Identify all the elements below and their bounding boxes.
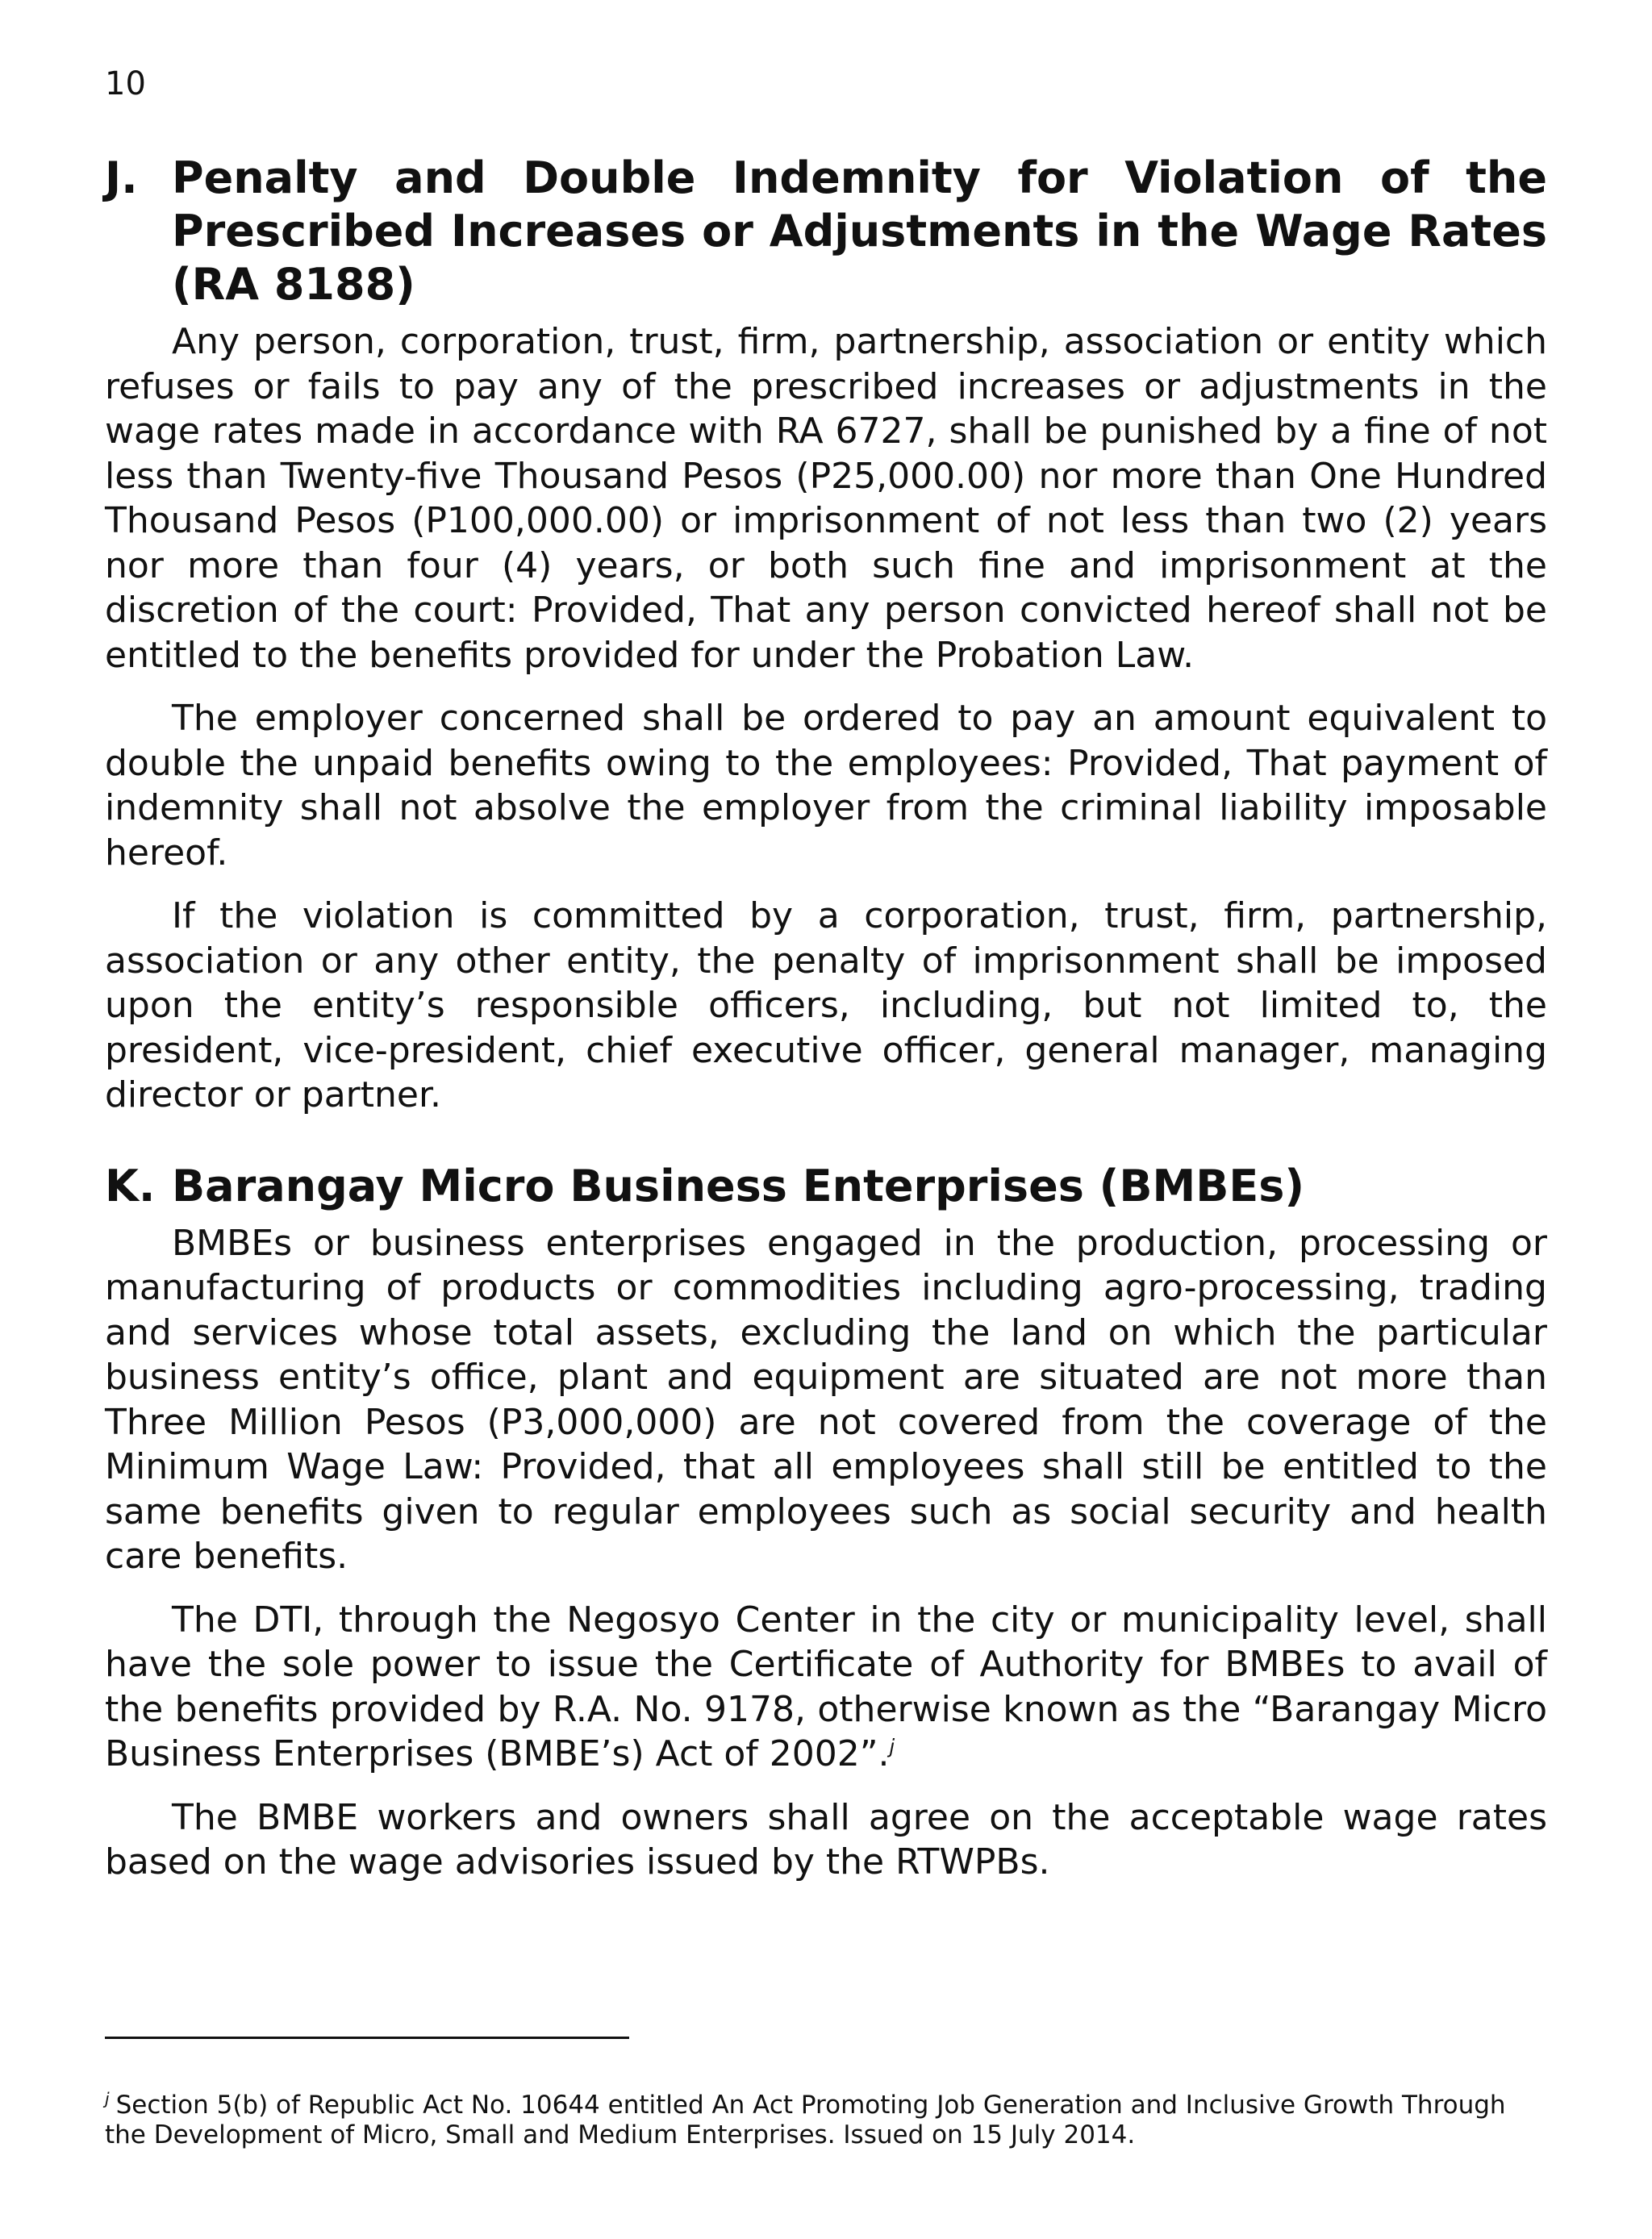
paragraph: The BMBE workers and owners shall agree on the acceptable wage rates based on the wage advisories issued by the RTWPBs. [105,1796,1547,1883]
footnote-mark: j [105,2088,110,2108]
section-title: Barangay Micro Business Enterprises (BMBEs) [172,1160,1305,1211]
section-heading-k [105,1160,1547,1213]
section-heading-j [105,152,1547,311]
paragraph: BMBEs or business enterprises engaged in the production, processing or manufacturing of products or commodities including agro-processing, trading and services whose total assets, excluding the land on which the particular business entity’s office, plant and equipment are situated are not more than Three Million Pesos (P3,000,000) are not covered from the coverage of the Minimum Wage Law: Provided, that all employees shall still be entitled to the same benefits given to regular employees such as social security and health care benefits. [105,1222,1547,1577]
page-number: 10 [105,65,146,102]
paragraph-with-footnote [105,1598,1547,1777]
paragraph: Any person, corporation, trust, firm, partnership, association or entity which refuses or fails to pay any of the prescribed increases or adjustments in the wage rates made in accordance with RA 6727, shall be punished by a fine of not less than Twenty-five Thousand Pesos (P25,000.00) nor more than One Hundred Thousand Pesos (P100,000.00) or imprisonment of not less than two (2) years nor more than four (4) years, or both such fine and imprisonment at the discretion of the court: Provided, That any person convicted hereof shall not be entitled to the benefits provided for under the Probation Law. [105,321,1547,676]
paragraph: If the violation is committed by a corporation, trust, firm, partnership, association or any other entity, the penalty of imprisonment shall be imposed upon the entity’s responsible officers, including, but not limited to, the president, vice-president, chief executive officer, general manager, managing director or partner. [105,895,1547,1115]
section-letter: K. [105,1160,156,1211]
document-body [105,152,1547,1885]
footnote-reference[interactable]: j [889,1735,895,1758]
paragraph-text: The DTI, through the Negosyo Center in the city or municipality level, shall have the sole power to issue the Certificate of Authority for BMBEs to avail of the benefits provided by R.A. No. 9178, otherwise known as the “Barangay Micro Business Enterprises (BMBE’s) Act of 2002”. [105,1599,1547,1774]
paragraph: The employer concerned shall be ordered to pay an amount equivalent to double the unpaid benefits owing to the employees: Provided, That payment of indemnity shall not absolve the employer from the criminal liability imposable hereof. [105,698,1547,874]
footnote [105,2088,1547,2150]
footnote-separator [105,2037,629,2039]
section-title: Penalty and Double Indemnity for Violation of the Prescribed Increases or Adjustments in the Wage Rates (RA 8188) [172,152,1547,310]
section-letter: J. [105,152,138,203]
footnote-text: Section 5(b) of Republic Act No. 10644 entitled An Act Promoting Job Generation and Inclusive Growth Through the Development of Micro, Small and Medium Enterprises. Issued on 15 July 2014. [105,2091,1506,2149]
